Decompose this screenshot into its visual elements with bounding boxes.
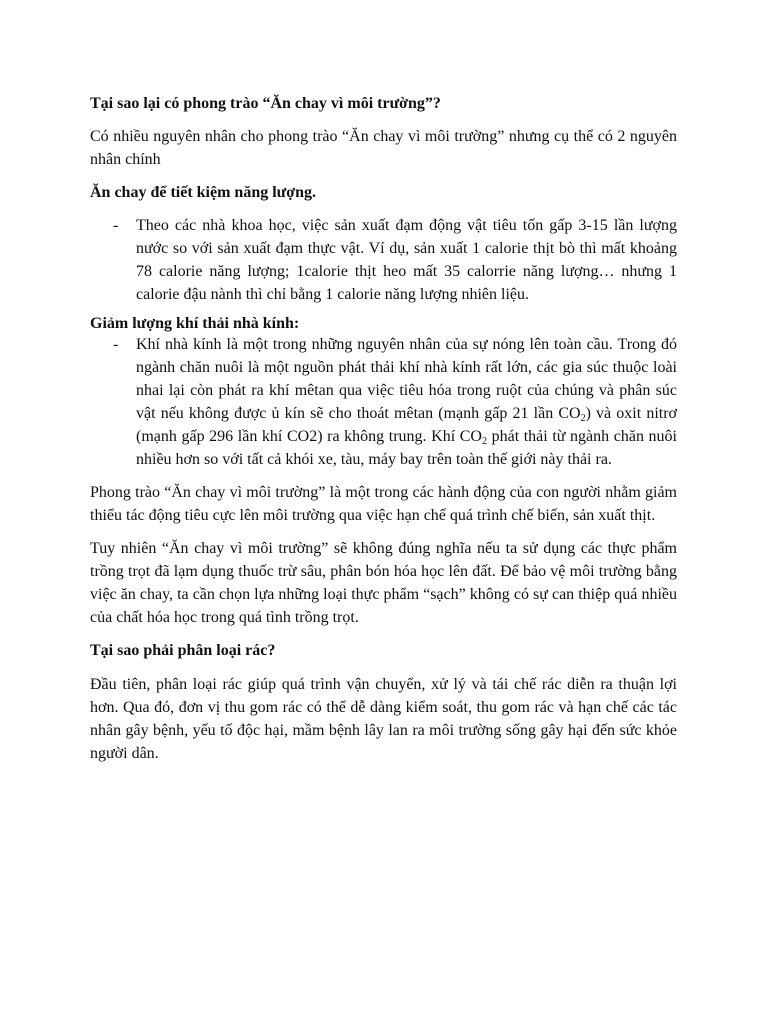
heading-vegetarian-movement: Tại sao lại có phong trào “Ăn chay vì môi trường”? — [90, 95, 441, 112]
paragraph-waste-sorting: Đầu tiên, phân loại rác giúp quá trình vận chuyển, xử lý và tái chế rác diễn ra thuận lợi hơn. Qua đó, đơn vị thu gom rác có thể dễ dàng kiểm soát, thu gom rác và hạn chế các tác nhân gây bệnh, yếu tố độc hại, mầm bệnh lây lan ra môi trường sống gây hại đến sức khỏe người dân. — [90, 676, 677, 762]
bullet-greenhouse-text-2: ) và oxit nitrơ (mạnh gấp 296 lần khí CO2) ra không trung. Khí CO — [136, 405, 678, 445]
bullet-greenhouse-item — [90, 333, 677, 471]
bullet-energy-item — [90, 214, 677, 306]
bullet-energy-text: Theo các nhà khoa học, việc sản xuất đạm động vật tiêu tốn gấp 3-15 lần lượng nước so với sản xuất đạm thực vật. Ví dụ, sản xuất 1 calorie thịt bò thì mất khoảng 78 calorie năng lượng; 1calorie thịt heo mất 35 calorrie năng lượng… nhưng 1 calorie đậu nành thì chỉ bằng 1 calorie năng lượng nhiên liệu. — [136, 217, 677, 303]
document-page — [90, 92, 677, 765]
heading-greenhouse-gas: Giảm lượng khí thải nhà kính: — [90, 315, 300, 332]
heading-waste-sorting: Tại sao phải phân loại rác? — [90, 642, 276, 659]
subscript-co2: 2 — [580, 413, 586, 424]
bullet-dash: - — [113, 336, 119, 353]
paragraph-reasons-intro: Có nhiều nguyên nhân cho phong trào “Ăn chay vì môi trường” nhưng cụ thể có 2 nguyên nhân chính — [90, 128, 677, 168]
paragraph-clean-food: Tuy nhiên “Ăn chay vì môi trường” sẽ không đúng nghĩa nếu ta sử dụng các thực phẩm trồng trọt đã lạm dụng thuốc trừ sâu, phân bón hóa học lên đất. Để bảo vệ môi trường bằng việc ăn chay, ta cần chọn lựa những loại thực phẩm “sạch” không có sự can thiệp quá nhiều của chất hóa học trong quá tình trồng trọt. — [90, 540, 677, 626]
paragraph-movement-definition: Phong trào “Ăn chay vì môi trường” là một trong các hành động của con người nhằm giảm thiểu tác động tiêu cực lên môi trường qua việc hạn chế quá trình chế biến, sản xuất thịt. — [90, 484, 677, 524]
bullet-greenhouse-text-3: phát thải từ ngành chăn nuôi nhiều hơn so với tất cả khói xe, tàu, máy bay trên toàn thế giới này thải ra. — [136, 428, 678, 468]
heading-save-energy: Ăn chay để tiết kiệm năng lượng. — [90, 184, 317, 201]
subscript-co2: 2 — [481, 436, 487, 447]
bullet-greenhouse-text-1: Khí nhà kính là một trong những nguyên nhân của sự nóng lên toàn cầu. Trong đó ngành chăn nuôi là một nguồn phát thải khí nhà kính rất lớn, các gia súc thuộc loài nhai lại còn phát ra khí mêtan qua việc tiêu hóa trong ruột của chúng và phân súc vật nếu không được ủ kín sẽ cho thoát mêtan (mạnh gấp 21 lần CO — [136, 336, 677, 422]
bullet-dash: - — [113, 217, 119, 234]
